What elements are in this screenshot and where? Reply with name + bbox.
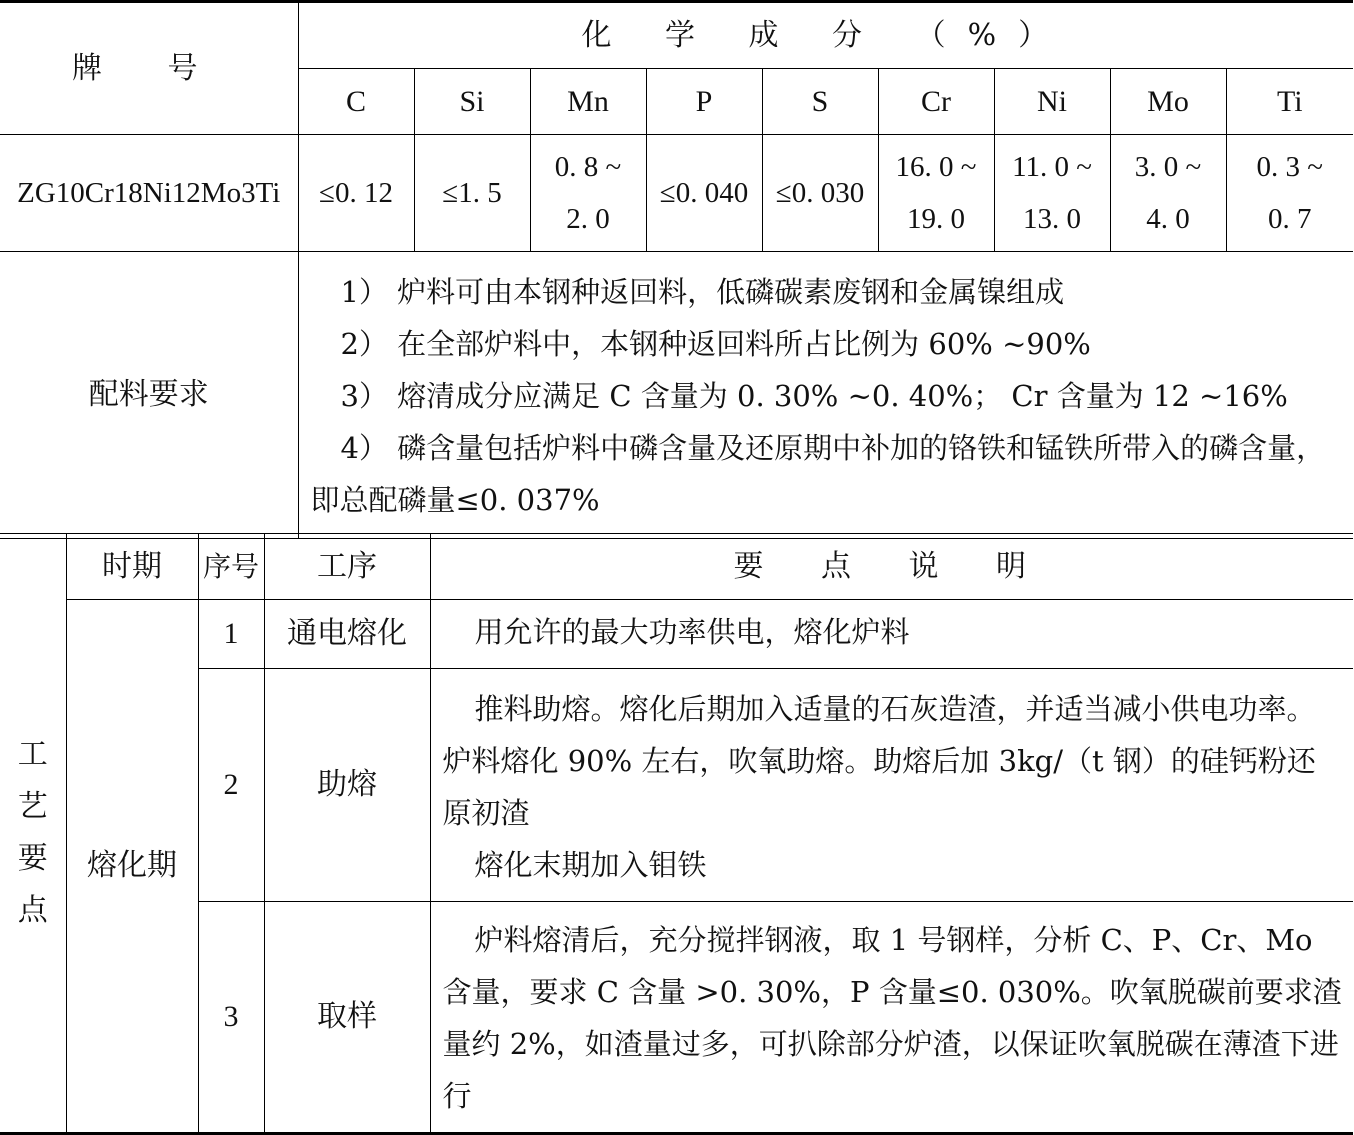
value-line-1: ≤0. 12	[319, 177, 393, 209]
element-header-s: S	[762, 69, 878, 135]
value-s	[762, 135, 878, 252]
value-line-2: 19. 0	[907, 203, 965, 235]
value-p	[646, 135, 762, 252]
element-header-mn: Mn	[530, 69, 646, 135]
value-c	[298, 135, 414, 252]
step-seq: 2	[198, 669, 264, 902]
value-mn	[530, 135, 646, 252]
step-description-para: 熔化末期加入钼铁	[474, 848, 707, 882]
value-si	[414, 135, 530, 252]
step-name: 通电熔化	[264, 600, 430, 669]
step-description-para: 推料助熔。熔化后期加入适量的石灰造渣，并适当减小供电功率。炉料熔化 90% 左右，吹氧助熔。助熔后加 3kg/（t 钢）的硅钙粉还原初渣	[442, 692, 1316, 830]
value-ti	[1226, 135, 1353, 252]
step-seq: 3	[198, 902, 264, 1134]
step-seq: 1	[198, 600, 264, 669]
charge-item-2: 2） 在全部炉料中，本钢种返回料所占比例为 60% ~90%	[340, 327, 1091, 361]
value-cr	[878, 135, 994, 252]
value-line-2: 0. 7	[1268, 203, 1312, 235]
value-line-2: 4. 0	[1146, 203, 1190, 235]
element-header-cr: Cr	[878, 69, 994, 135]
process-label-char: 工	[17, 737, 48, 772]
process-label	[0, 534, 66, 1134]
value-line-2: 13. 0	[1023, 203, 1081, 235]
charge-item-1: 1） 炉料可由本钢种返回料，低磷碳素废钢和金属镍组成	[340, 275, 1065, 309]
steel-grade: ZG10Cr18Ni12Mo3Ti	[0, 135, 298, 252]
element-header-si: Si	[414, 69, 530, 135]
charge-requirements	[298, 252, 1353, 539]
period-header: 时期	[66, 534, 198, 600]
composition-header-label: 化 学 成 分 （%）	[581, 17, 1071, 53]
value-line-1: 11. 0 ~	[1012, 151, 1092, 183]
desc-header-label: 要 点 说 明	[733, 548, 1051, 584]
value-line-1: 0. 8 ~	[554, 151, 622, 183]
charge-item-3: 3） 熔清成分应满足 C 含量为 0. 30% ~0. 40%； Cr 含量为 12 ~16%	[340, 379, 1288, 413]
value-line-1: 0. 3 ~	[1256, 151, 1323, 183]
value-ni	[994, 135, 1110, 252]
value-line-1: ≤0. 030	[775, 177, 865, 209]
value-line-1: 16. 0 ~	[895, 151, 977, 183]
value-line-1: ≤1. 5	[442, 177, 502, 209]
step-name: 取样	[264, 902, 430, 1134]
step-name: 助熔	[264, 669, 430, 902]
element-header-mo: Mo	[1110, 69, 1226, 135]
value-line-2: 2. 0	[566, 203, 610, 235]
element-header-c: C	[298, 69, 414, 135]
step-description	[430, 669, 1353, 902]
step-header: 工序	[264, 534, 430, 600]
process-label-char: 艺	[17, 789, 48, 824]
seq-header: 序号	[198, 534, 264, 600]
step-description	[430, 600, 1353, 669]
value-mo	[1110, 135, 1226, 252]
element-header-p: P	[646, 69, 762, 135]
period-melting: 熔化期	[66, 600, 198, 1134]
composition-table	[0, 0, 1353, 539]
value-line-1: 3. 0 ~	[1134, 151, 1202, 183]
element-header-ni: Ni	[994, 69, 1110, 135]
grade-header: 牌 号	[0, 2, 298, 135]
process-label-char: 要	[17, 841, 48, 876]
element-header-ti: Ti	[1226, 69, 1353, 135]
composition-header	[298, 2, 1353, 69]
charge-item-4: 4） 磷含量包括炉料中磷含量及还原期中补加的铬铁和锰铁所带入的磷含量，即总配磷量≤0. 037%	[310, 431, 1326, 517]
step-description	[430, 902, 1353, 1134]
step-description-para: 用允许的最大功率供电，熔化炉料	[474, 615, 910, 649]
process-label-char: 点	[17, 893, 48, 928]
process-table	[0, 533, 1353, 1135]
desc-header	[430, 534, 1353, 600]
charge-label: 配料要求	[0, 252, 298, 539]
value-line-1: ≤0. 040	[659, 177, 749, 209]
step-description-para: 炉料熔清后，充分搅拌钢液，取 1 号钢样，分析 C、P、Cr、Mo 含量，要求 C 含量 >0. 30%，P 含量≤0. 030%。吹氧脱碳前要求渣量约 2%，如渣量过多，可扒除部分炉渣，以保证吹氧脱碳在薄渣下进行	[442, 923, 1342, 1113]
